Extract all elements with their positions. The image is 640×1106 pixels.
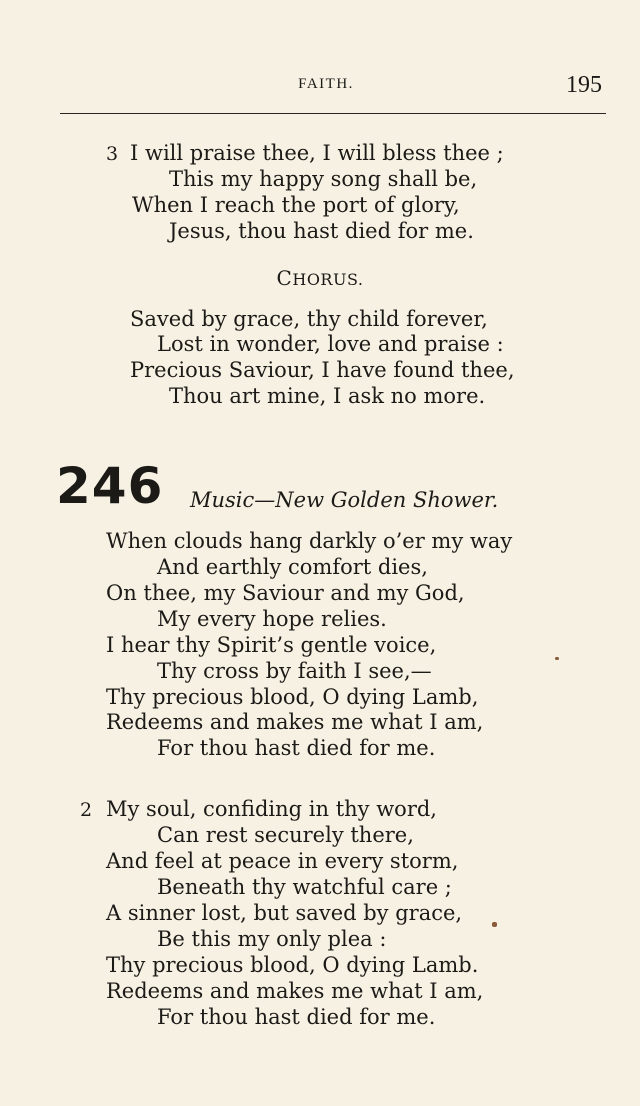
verse-line: I hear thy Spirit’s gentle voice, <box>106 633 437 657</box>
page-number: 195 <box>566 72 602 98</box>
verse-line: Can rest securely there, <box>157 823 414 847</box>
verse-line: My every hope relies. <box>157 607 387 631</box>
verse-line: When clouds hang darkly o’er my way <box>106 529 513 553</box>
chorus-line: Thou art mine, I ask no more. <box>169 384 486 408</box>
verse-line: Redeems and makes me what I am, <box>106 710 484 734</box>
paper-speck <box>492 922 497 927</box>
hymn-number: 246 <box>56 457 164 515</box>
paper-speck <box>555 657 559 660</box>
verse-line: My soul, confiding in thy word, <box>106 797 437 821</box>
verse-number: 3 <box>106 143 119 165</box>
verse-line: Thy cross by faith I see,— <box>157 659 432 683</box>
verse-line: When I reach the port of glory, <box>132 193 460 217</box>
verse-line: For thou hast died for me. <box>157 1005 436 1029</box>
verse-line: A sinner lost, but saved by grace, <box>106 901 463 925</box>
verse-line: This my happy song shall be, <box>169 167 478 191</box>
verse-line: Redeems and makes me what I am, <box>106 979 484 1003</box>
chorus-heading <box>0 266 640 290</box>
verse-line: I will praise thee, I will bless thee ; <box>130 141 504 165</box>
verse-line: And feel at peace in every storm, <box>106 849 459 873</box>
chorus-heading-initial: C <box>276 266 293 290</box>
chorus-line: Saved by grace, thy child forever, <box>130 307 488 331</box>
chorus-line: Precious Saviour, I have found thee, <box>130 358 515 382</box>
verse-number: 2 <box>80 799 93 821</box>
verse-line: Beneath thy watchful care ; <box>157 875 452 899</box>
verse-line: And earthly comfort dies, <box>157 555 428 579</box>
tune-attribution: Music—New Golden Shower. <box>190 488 499 512</box>
verse-line: On thee, my Saviour and my God, <box>106 581 465 605</box>
verse-line: Thy precious blood, O dying Lamb, <box>106 685 479 709</box>
verse-line: Jesus, thou hast died for me. <box>169 219 474 243</box>
chorus-heading-rest: HORUS. <box>292 270 364 289</box>
verse-line: Thy precious blood, O dying Lamb. <box>106 953 479 977</box>
running-head: FAITH. <box>298 76 354 92</box>
verse-line: Be this my only plea : <box>157 927 387 951</box>
chorus-line: Lost in wonder, love and praise : <box>157 332 504 356</box>
verse-line: For thou hast died for me. <box>157 736 436 760</box>
header-rule <box>60 113 606 114</box>
